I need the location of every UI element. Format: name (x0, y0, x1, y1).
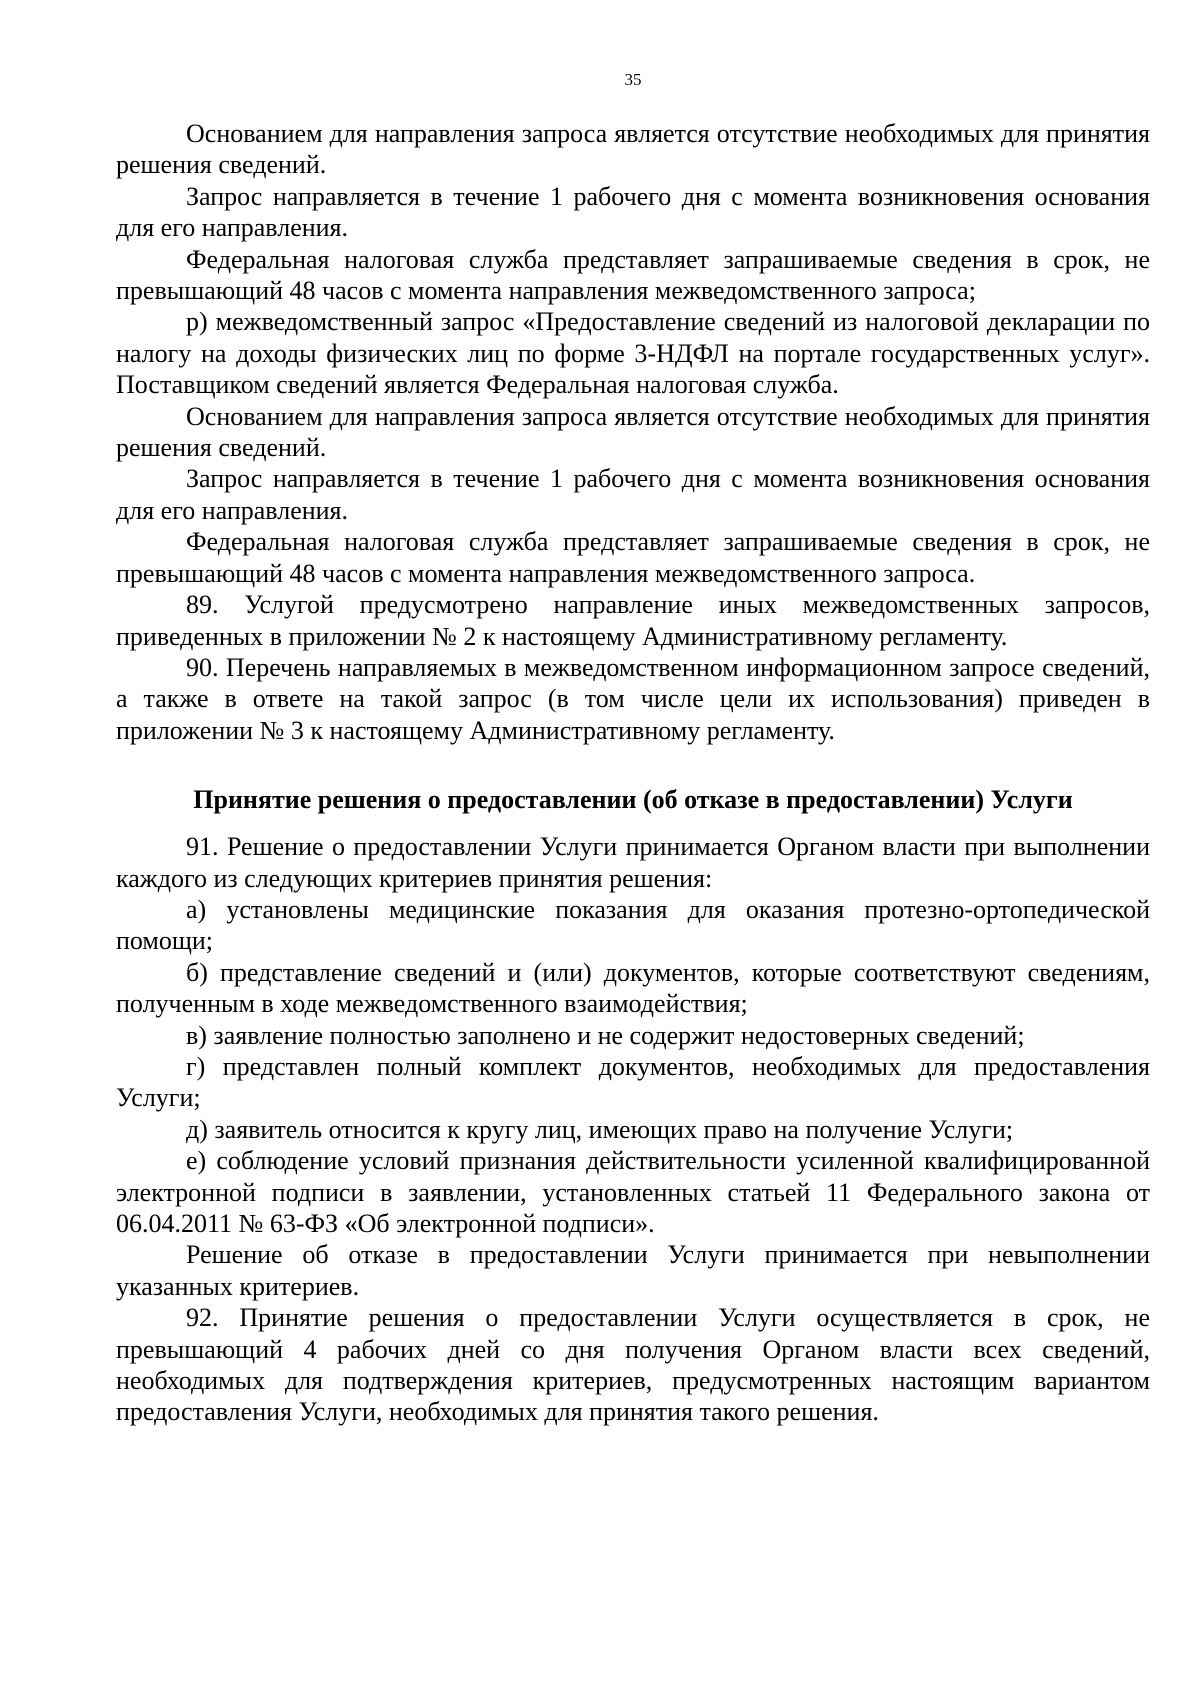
paragraph-fns-term-2: Федеральная налоговая служба представляет запрашиваемые сведения в срок, не превышающий 48 часов с момента направления межведомственного запроса. (116, 527, 1150, 588)
paragraph-basis-1: Основанием для направления запроса является отсутствие необходимых для принятия решения сведений. (116, 119, 1150, 180)
page-body (116, 118, 1150, 1428)
criterion-e: е) соблюдение условий признания действительности усиленной квалифицированной электронной подписи в заявлении, установленных статьей 11 Федерального закона от 06.04.2011 № 63-ФЗ «Об электронной подписи». (116, 1146, 1150, 1238)
criterion-b: б) представление сведений и (или) документов, которые соответствуют сведениям, полученным в ходе межведомственного взаимодействия; (116, 957, 1150, 1019)
criterion-v: в) заявление полностью заполнено и не содержит недостоверных сведений; (186, 1020, 1025, 1050)
paragraph-deadline-1: Запрос направляется в течение 1 рабочего дня с момента возникновения основания для его направления. (116, 181, 1150, 243)
section-heading: Принятие решения о предоставлении (об отказе в предоставлении) Услуги (193, 785, 1073, 815)
paragraph-refusal: Решение об отказе в предоставлении Услуги принимается при невыполнении указанных критериев. (116, 1240, 1150, 1301)
paragraph-deadline-2: Запрос направляется в течение 1 рабочего дня с момента возникновения основания для его направления. (116, 464, 1150, 525)
paragraph-item-r: р) межведомственный запрос «Предоставление сведений из налоговой декларации по налогу на доходы физических лиц по форме 3-НДФЛ на портале государственных услуг». Поставщиком сведений является Федеральная налоговая служба. (116, 307, 1150, 400)
paragraph-92: 92. Принятие решения о предоставлении Услуги осуществляется в срок, не превышающий 4 рабочих дней со дня получения Органом власти всех сведений, необходимых для подтверждения критериев, предусмотренных настоящим вариантом предоставления Услуги, необходимых для принятия такого решения. (116, 1303, 1150, 1427)
criterion-d: д) заявитель относится к кругу лиц, имеющих право на получение Услуги; (186, 1114, 1014, 1144)
paragraph-89: 89. Услугой предусмотрено направление иных межведомственных запросов, приведенных в приложении № 2 к настоящему Административному регламенту. (116, 590, 1150, 651)
page-number: 35 (624, 70, 642, 89)
paragraph-90: 90. Перечень направляемых в межведомственном информационном запросе сведений, а также в ответе на такой запрос (в том числе цели их использования) приведен в приложении № 3 к настоящему Административному регламенту. (116, 652, 1150, 745)
criterion-g: г) представлен полный комплект документов, необходимых для предоставления Услуги; (116, 1051, 1150, 1113)
paragraph-91: 91. Решение о предоставлении Услуги принимается Органом власти при выполнении каждого из следующих критериев принятия решения: (116, 832, 1150, 893)
paragraph-basis-2: Основанием для направления запроса является отсутствие необходимых для принятия решения сведений. (116, 401, 1150, 463)
paragraph-fns-term-1: Федеральная налоговая служба представляет запрашиваемые сведения в срок, не превышающий 48 часов с момента направления межведомственного запроса; (116, 244, 1150, 306)
criterion-a: а) установлены медицинские показания для оказания протезно-ортопедической помощи; (116, 894, 1150, 956)
